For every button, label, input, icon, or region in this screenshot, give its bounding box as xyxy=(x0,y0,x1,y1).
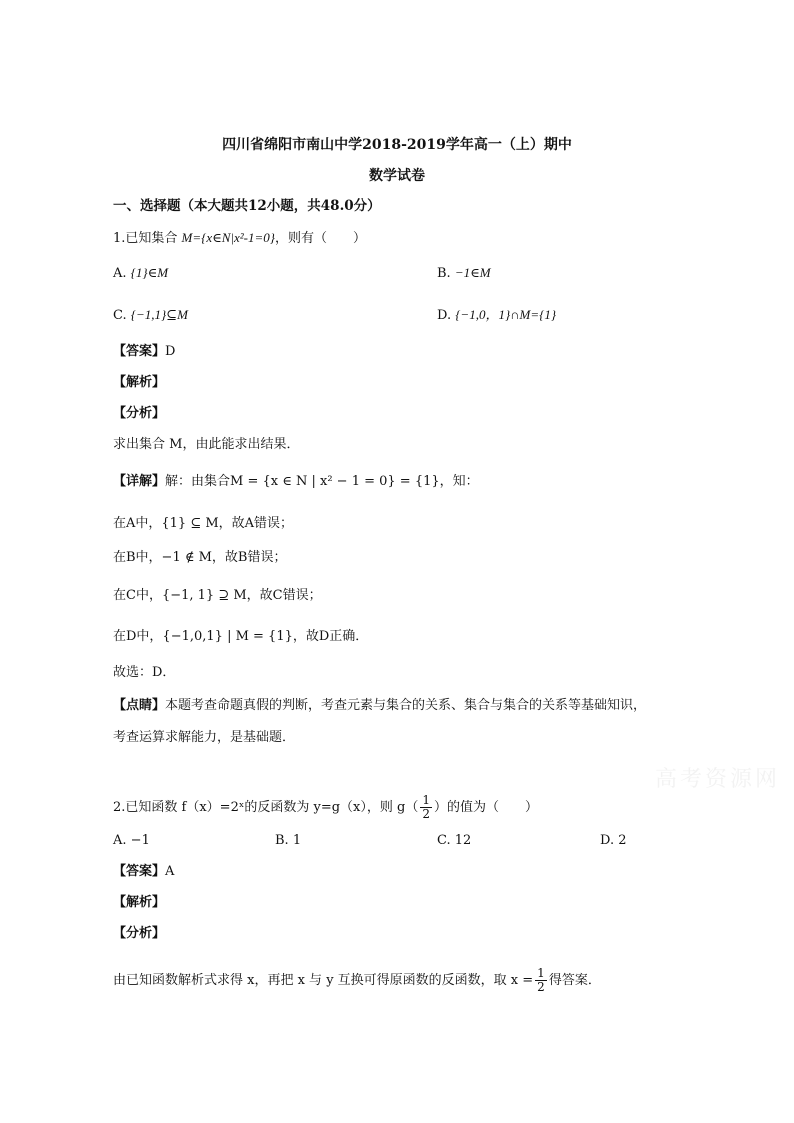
q2-analysis-tag: 【解析】 xyxy=(113,895,166,910)
option-label: B. xyxy=(437,266,451,281)
fraction xyxy=(535,967,547,994)
option-label: C. xyxy=(437,833,451,848)
answer-value: A xyxy=(165,864,175,879)
fenxi-prefix: 由已知函数解析式求得 x，再把 x 与 y 互换可得原函数的反函数，取 x = xyxy=(113,973,534,988)
fenxi-suffix: 得答案． xyxy=(548,973,601,988)
answer-tag: 【答案】 xyxy=(113,344,166,359)
q1-option-c xyxy=(113,306,188,325)
question-1-set: M={x∈N|x²-1=0} xyxy=(181,230,275,245)
question-1-stem-suffix: ，则有（ ） xyxy=(274,231,366,246)
fraction-denominator: 2 xyxy=(422,807,430,821)
q1-option-a xyxy=(113,264,168,283)
option-text: 1 xyxy=(292,833,302,848)
fraction xyxy=(420,794,432,821)
q1-choice: 故选：D． xyxy=(113,665,176,680)
q2-fenxi-tag: 【分析】 xyxy=(113,926,166,941)
comment-tag: 【点睛】 xyxy=(113,698,166,713)
option-text: −1∈M xyxy=(454,265,491,280)
option-label: A. xyxy=(113,266,127,281)
fraction-numerator: 1 xyxy=(422,793,430,807)
option-text: {1}∈M xyxy=(130,265,169,280)
q2-option-b xyxy=(275,832,301,850)
question-2-stem-suffix: ）的值为（ ） xyxy=(433,800,538,815)
q2-option-d xyxy=(600,832,627,850)
option-text: {−1,1}⊆M xyxy=(130,307,188,322)
question-1-stem-prefix: 1.已知集合 xyxy=(113,231,182,246)
q1-detail-line-d: 在D中，{−1,0,1} | M = {1}，故D正确． xyxy=(113,629,369,644)
q1-analysis-tag: 【解析】 xyxy=(113,375,166,390)
answer-tag: 【答案】 xyxy=(113,864,166,879)
option-text: {−1,0，1}∩M={1} xyxy=(455,307,557,322)
fraction-numerator: 1 xyxy=(537,966,545,980)
option-label: A. xyxy=(113,833,127,848)
q2-answer xyxy=(113,863,174,881)
option-text: 12 xyxy=(454,833,472,848)
fraction-denominator: 2 xyxy=(537,980,545,994)
option-label: B. xyxy=(275,833,289,848)
option-text: −1 xyxy=(130,833,150,848)
q1-detail-line-b: 在B中，−1 ∉ M，故B错误； xyxy=(113,550,287,565)
page-subtitle: 数学试卷 xyxy=(369,168,425,184)
question-1-stem xyxy=(113,229,366,248)
q1-fenxi-tag: 【分析】 xyxy=(113,406,166,421)
q1-comment-cont: 考查运算求解能力，是基础题． xyxy=(113,730,296,745)
q1-comment xyxy=(113,697,646,715)
question-2-stem-prefix: 2.已知函数 f（x）=2ˣ的反函数为 y=g（x），则 g（ xyxy=(113,800,419,815)
q1-detail-line-a: 在A中，{1} ⊆ M，故A错误； xyxy=(113,516,294,531)
q2-option-c xyxy=(437,832,471,850)
question-2-stem xyxy=(113,794,538,821)
q1-detail xyxy=(113,473,479,491)
q2-fenxi-text xyxy=(113,967,601,994)
section-heading: 一、选择题（本大题共12小题，共48.0分） xyxy=(113,198,381,214)
watermark-logo: 高考资源网 xyxy=(655,767,781,792)
detail-text: 解：由集合M = {x ∈ N | x² − 1 = 0} = {1}，知： xyxy=(165,474,479,489)
q1-detail-line-c: 在C中，{−1, 1} ⊇ M，故C错误； xyxy=(113,588,322,603)
option-text: 2 xyxy=(618,833,627,848)
q1-option-d xyxy=(437,306,556,325)
page-title: 四川省绵阳市南山中学2018-2019学年高一（上）期中 xyxy=(222,137,572,153)
q1-option-b xyxy=(437,264,491,283)
comment-text: 本题考查命题真假的判断，考查元素与集合的关系、集合与集合的关系等基础知识， xyxy=(165,698,647,713)
option-label: D. xyxy=(437,308,452,323)
option-label: D. xyxy=(600,833,615,848)
q2-option-a xyxy=(113,832,150,850)
answer-value: D xyxy=(165,344,176,359)
option-label: C. xyxy=(113,308,127,323)
q1-answer xyxy=(113,343,175,361)
detail-tag: 【详解】 xyxy=(113,474,166,489)
q1-fenxi-text: 求出集合 M，由此能求出结果． xyxy=(113,437,300,452)
